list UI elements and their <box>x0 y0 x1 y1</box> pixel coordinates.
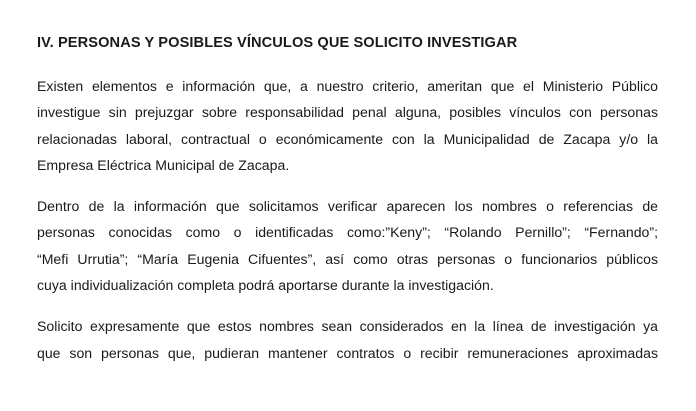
paragraph-line: Existen elementos e información que, a nuestro criterio, ameritan que el Ministerio Público <box>37 78 658 94</box>
paragraph-1 <box>37 73 658 178</box>
paragraph-line: Empresa Eléctrica Municipal de Zacapa. <box>37 156 290 173</box>
section-heading: IV. PERSONAS Y POSIBLES VÍNCULOS QUE SOLICITO INVESTIGAR <box>37 35 518 51</box>
paragraph-line: relacionadas laboral, contractual o económicamente con la Municipalidad de Zacapa y/o la <box>37 130 658 147</box>
paragraph-line: personas conocidas como o identificadas como:”Keny”; “Rolando Pernillo”; “Fernando”; <box>37 224 658 241</box>
paragraph-line: investigue sin prejuzgar sobre responsabilidad penal alguna, posibles vínculos con personas <box>37 104 658 121</box>
paragraph-line: que son personas que, pudieran mantener contratos o recibir remuneraciones aproximadas <box>37 344 658 361</box>
document-page <box>37 30 658 381</box>
paragraph-2 <box>37 193 658 298</box>
paragraph-line: “Mefi Urrutia”; “María Eugenia Cifuentes”, así como otras personas o funcionarios públicos <box>37 250 658 267</box>
paragraph-line: cuya individualización completa podrá aportarse durante la investigación. <box>37 277 494 294</box>
paragraph-3 <box>37 313 658 366</box>
paragraph-line: Dentro de la información que solicitamos verificar aparecen los nombres o referencias de <box>37 198 658 215</box>
paragraph-line: Solicito expresamente que estos nombres sean considerados en la línea de investigación ya <box>37 318 658 335</box>
